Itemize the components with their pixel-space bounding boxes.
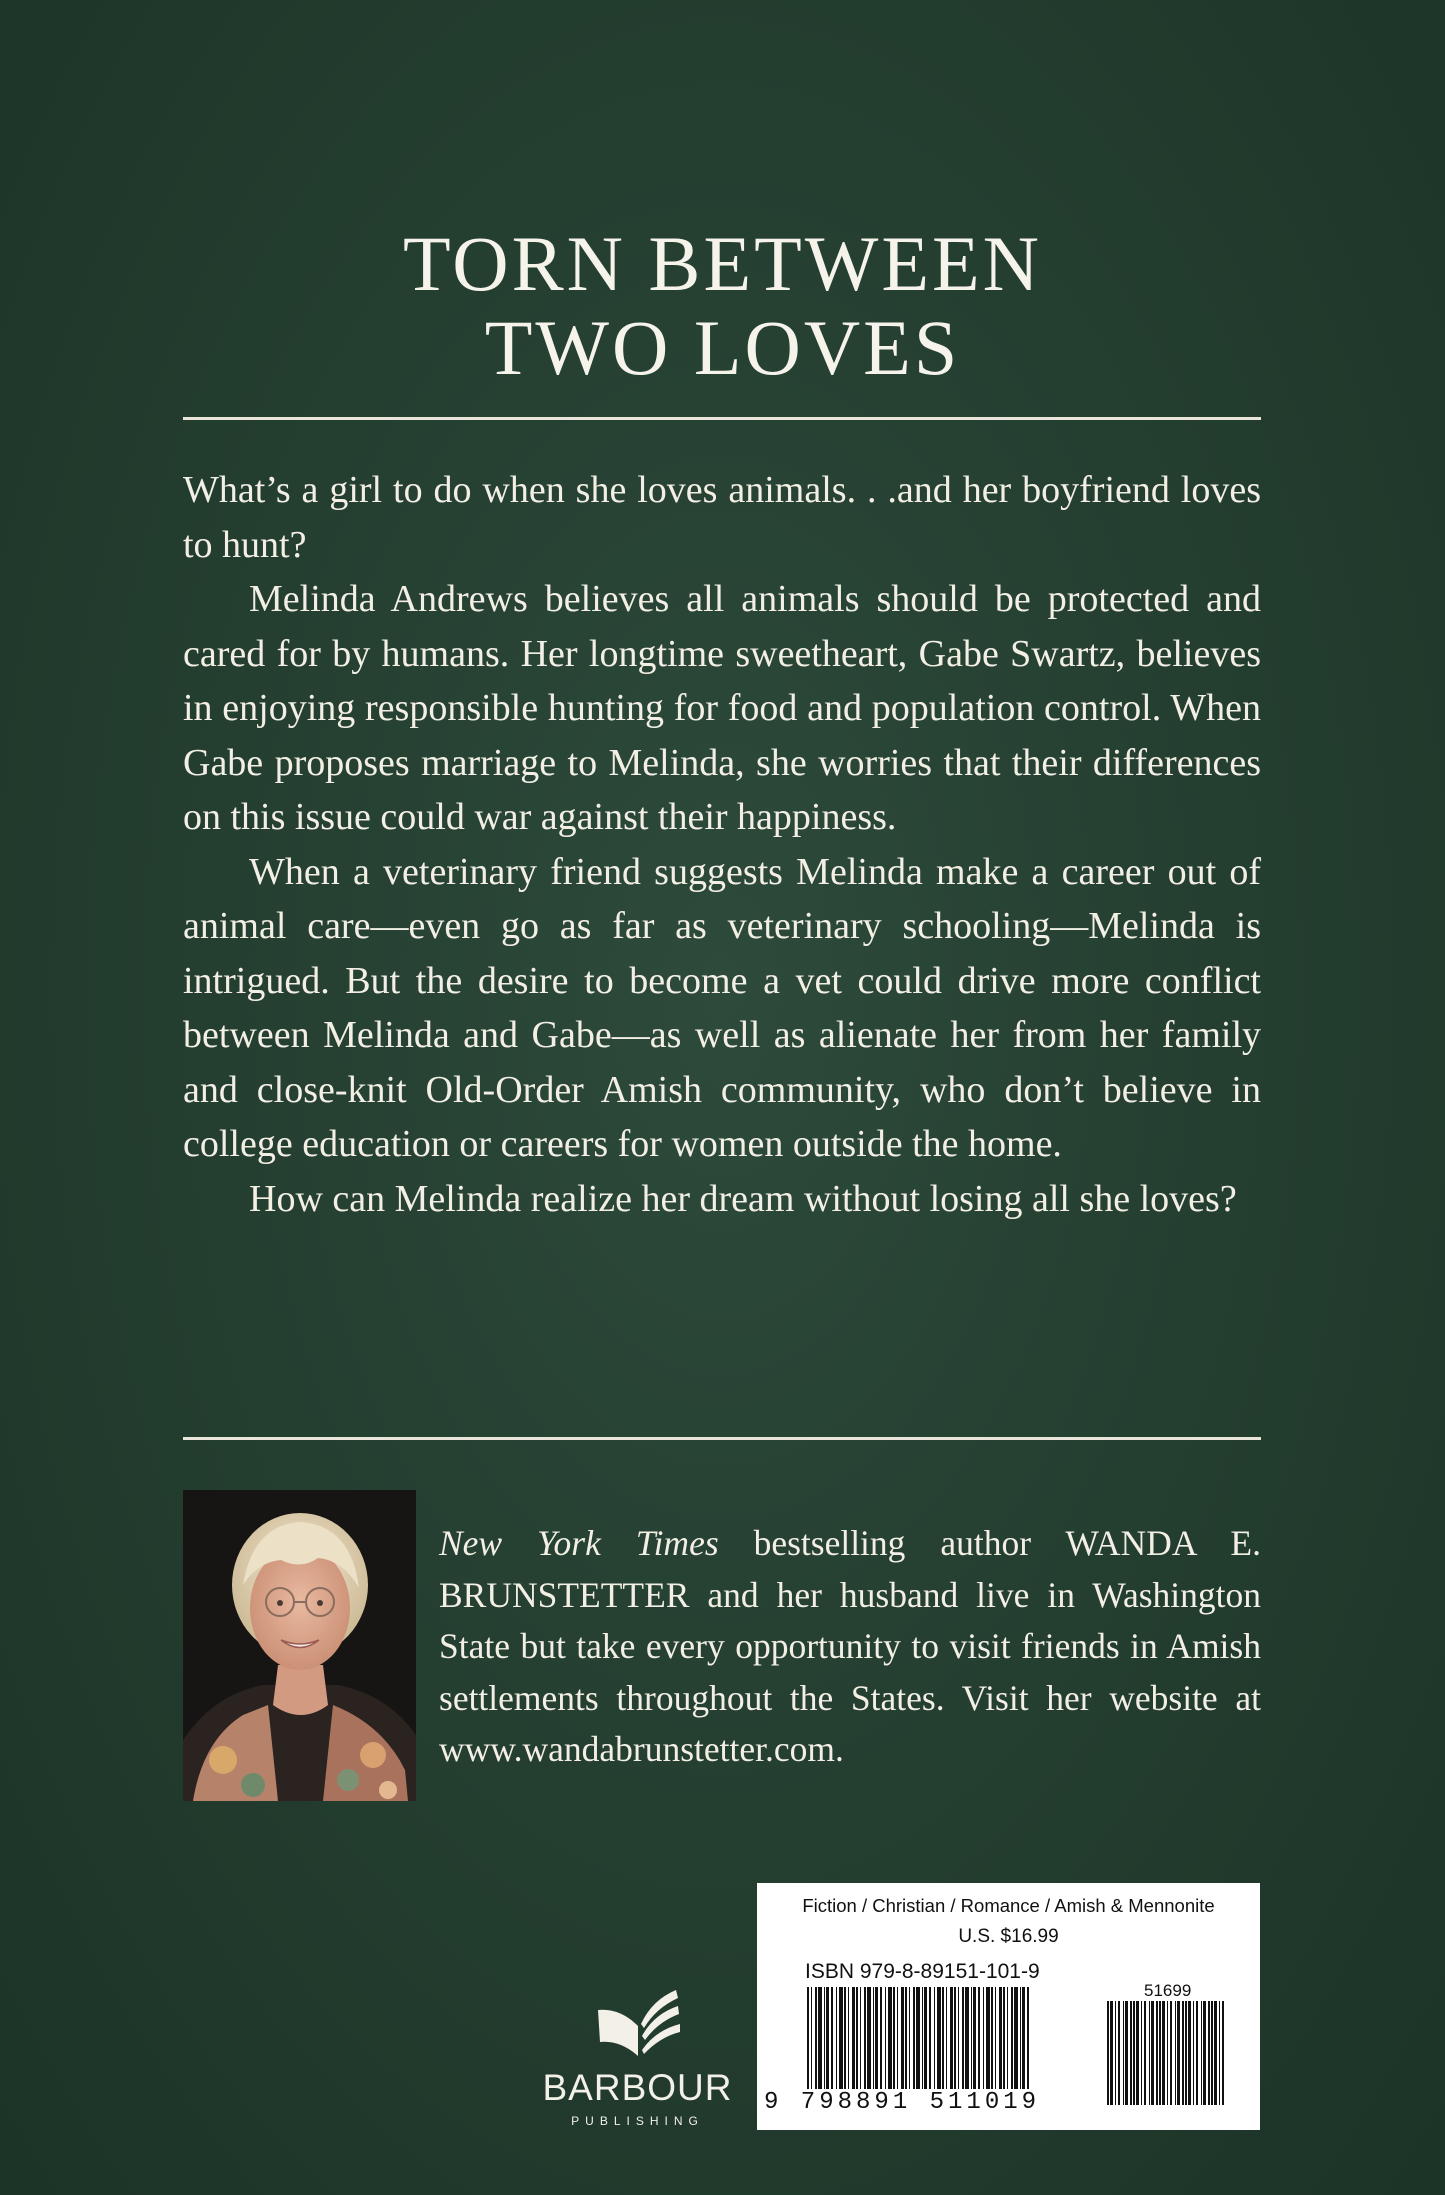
barcode-digits: 9 798891 511019 [764,2089,1041,2116]
blurb-paragraph: How can Melinda realize her dream without losing all she loves? [249,1177,1237,1220]
title-line-1: TORN BETWEEN [403,220,1042,307]
publisher-logo-block [535,1975,740,2128]
barcode-addon-code: 51699 [1144,1981,1192,2000]
divider-top [183,417,1261,420]
title-line-2: TWO LOVES [484,304,961,391]
open-book-icon [594,1980,682,2060]
blurb-paragraph: What’s a girl to do when she loves animals. . .and her boyfriend loves to hunt? [183,469,1261,566]
bio-publication: New York Times [439,1523,719,1563]
author-photo [183,1490,416,1801]
barcode-panel [757,1883,1260,2130]
book-title [0,222,1445,390]
author-portrait-image [183,1490,416,1801]
barcode-addon-icon [1107,2001,1227,2105]
divider-bottom [183,1437,1261,1440]
bio-text: bestselling author WANDA E. BRUNSTETTER and her husband live in Washington State but take every opportunity to visit friends in Amish settlements throughout the States. Visit her website at www.wandabrunstetter.com. [439,1523,1261,1769]
barcode-price: U.S. $16.99 [958,1926,1059,1947]
barcode-category: Fiction / Christian / Romance / Amish & Mennonite [802,1895,1215,1916]
blurb-paragraph: When a veterinary friend suggests Melinda make a career out of animal care—even go as far as veterinary schooling—Melinda is intrigued. But the desire to become a vet could drive more conflict between Melinda and Gabe—as well as alienate her from her family and close-knit Old-Order Amish community, who don’t believe in college education or careers for women outside the home. [183,850,1261,1165]
publisher-name: BARBOUR [542,2067,733,2108]
author-bio [439,1518,1261,1776]
barcode-main-icon [807,1987,1032,2105]
barcode-isbn: ISBN 979-8-89151-101-9 [805,1960,1040,1983]
book-blurb [183,463,1261,1226]
blurb-paragraph: Melinda Andrews believes all animals should be protected and cared for by humans. Her longtime sweetheart, Gabe Swartz, believes in enjoying responsible hunting for food and population control. When Gabe proposes marriage to Melinda, she worries that their differences on this issue could war against their happiness. [183,578,1261,838]
publisher-subtitle: PUBLISHING [571,2114,704,2128]
